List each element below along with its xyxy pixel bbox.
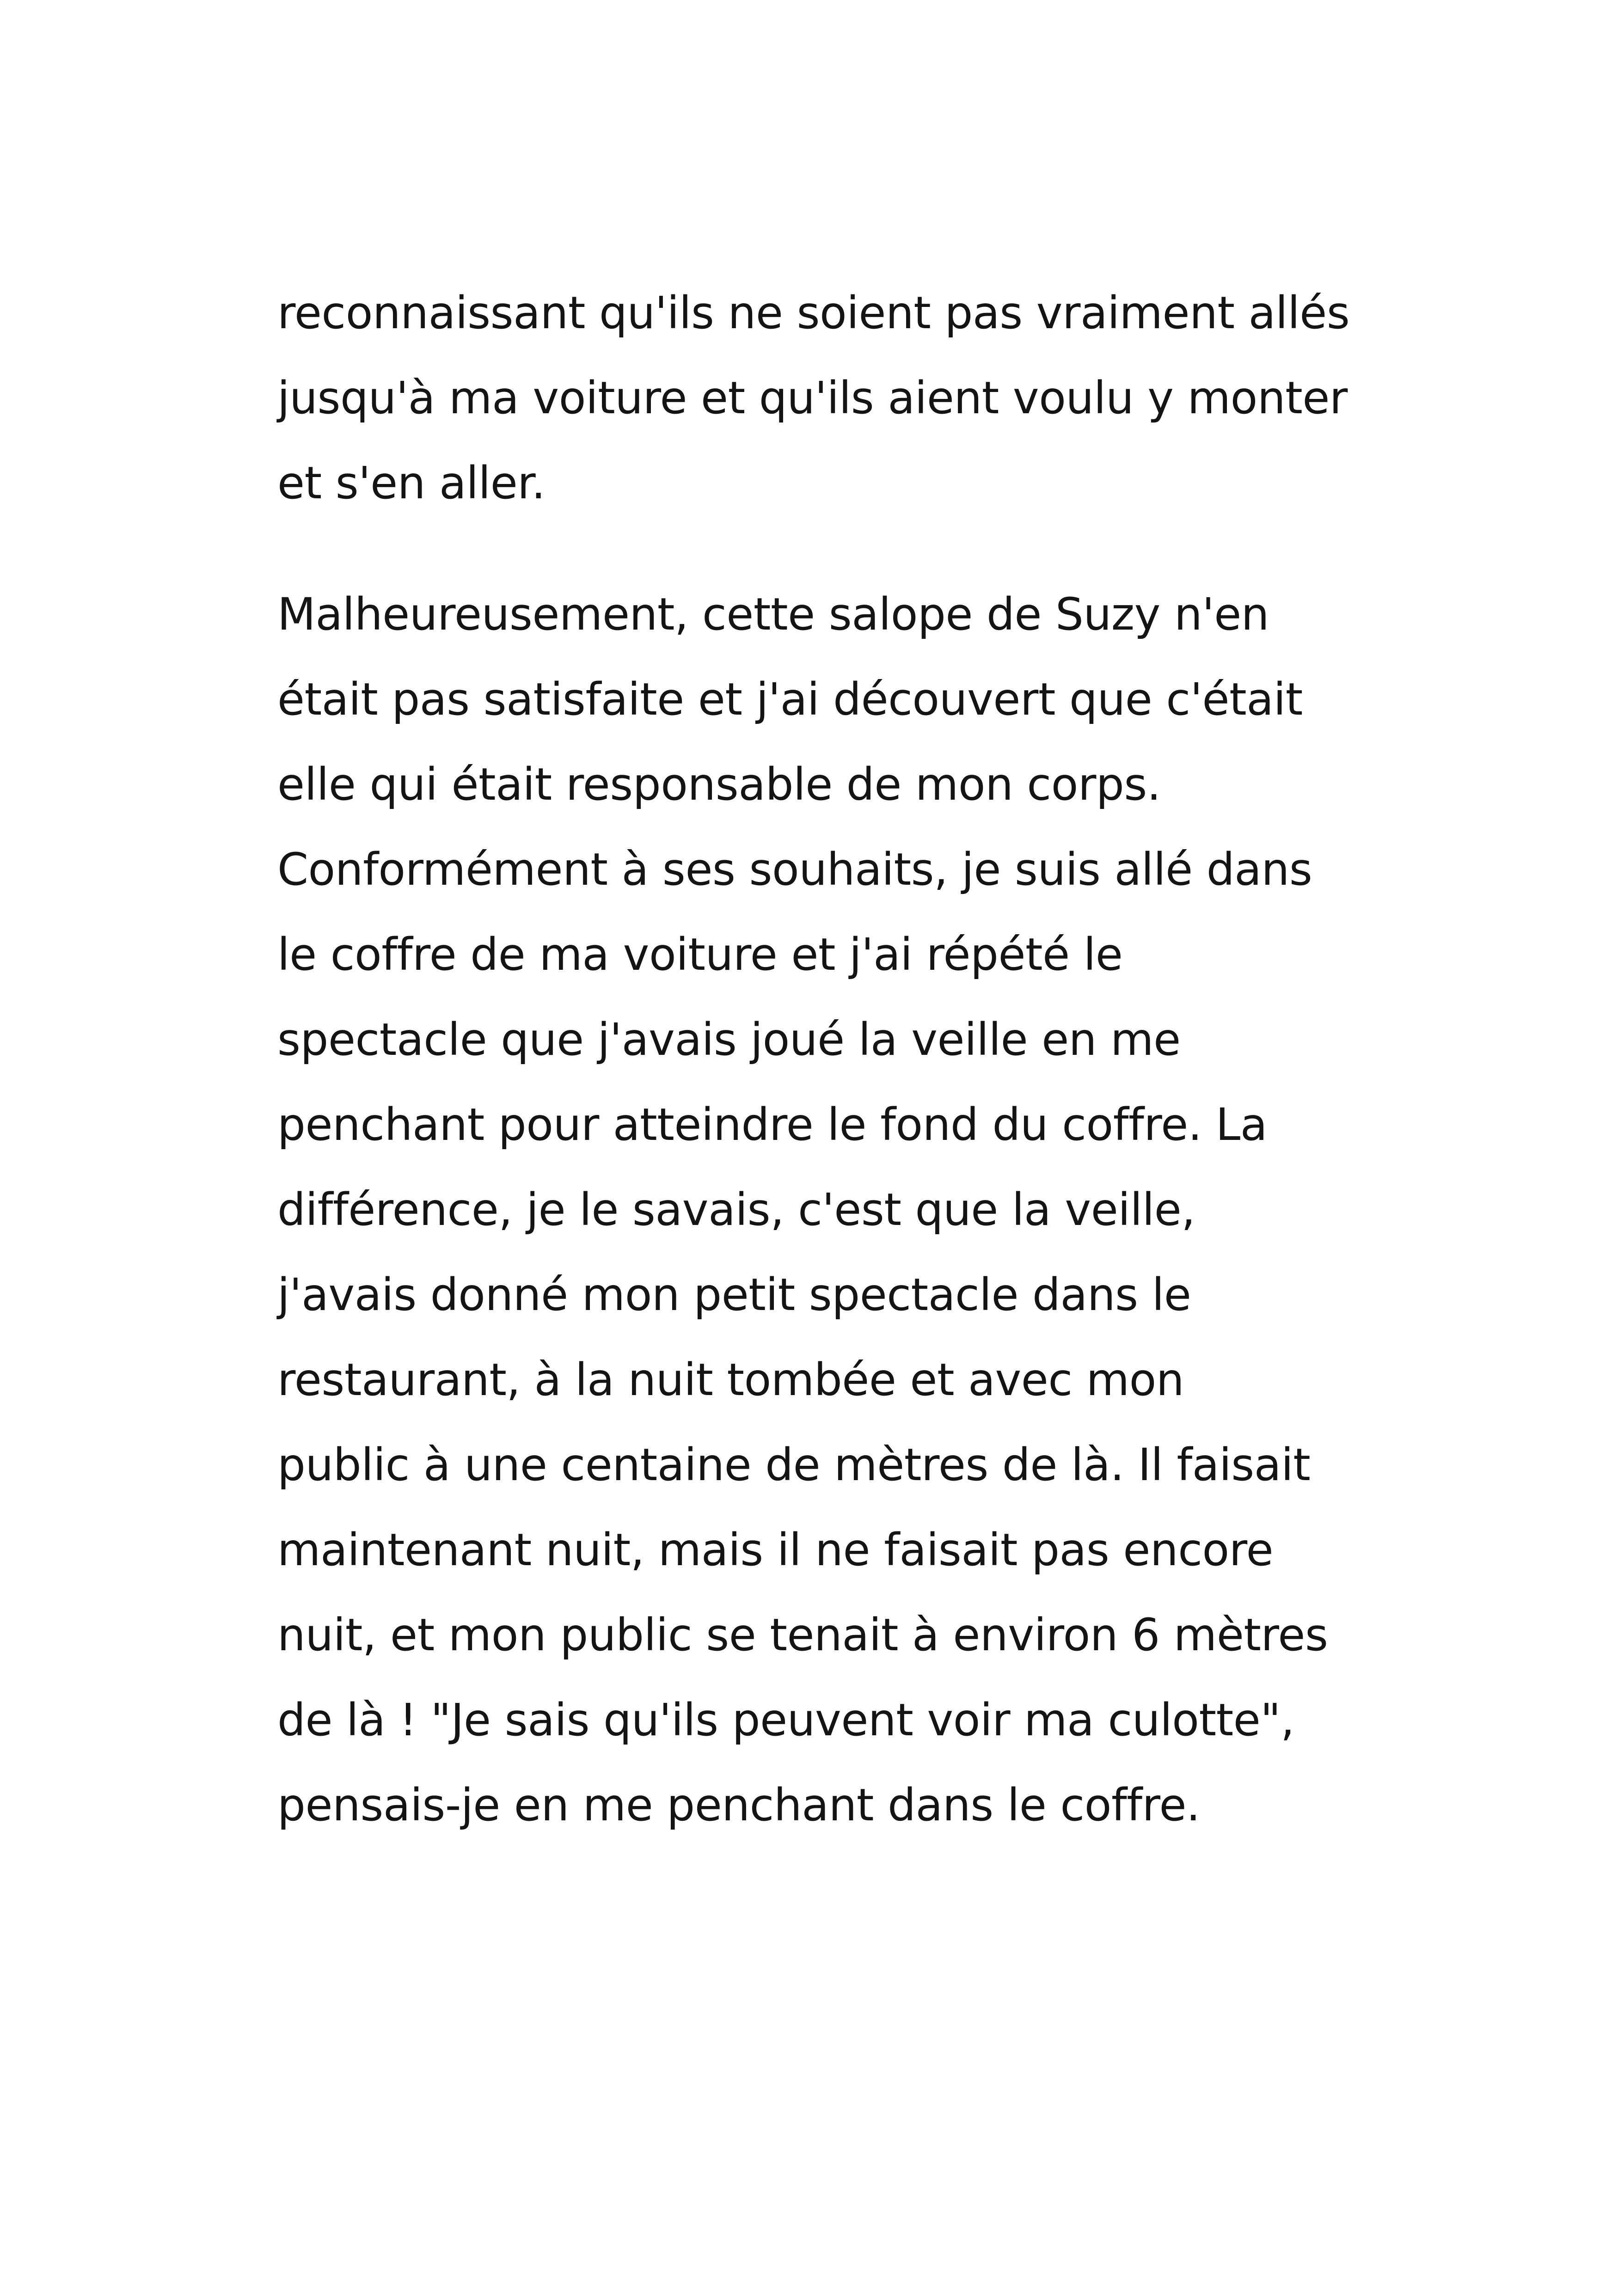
text-line: reconnaissant qu'ils ne soient pas vraiment allés xyxy=(277,287,1350,339)
text-line: pensais-je en me penchant dans le coffre. xyxy=(277,1779,1201,1831)
text-line: était pas satisfaite et j'ai découvert que c'était xyxy=(277,673,1303,725)
text-line: jusqu'à ma voiture et qu'ils aient voulu y monter xyxy=(277,372,1348,424)
paragraph-spacer xyxy=(277,526,1410,572)
text-line: Malheureusement, cette salope de Suzy n'en xyxy=(277,588,1269,640)
text-line: le coffre de ma voiture et j'ai répété le xyxy=(277,929,1123,980)
text-line: penchant pour atteindre le fond du coffre. La xyxy=(277,1099,1268,1151)
text-line: restaurant, à la nuit tombée et avec mon xyxy=(277,1354,1184,1406)
paragraph-2 xyxy=(277,572,1410,1848)
paragraph-1 xyxy=(277,270,1410,526)
text-line: elle qui était responsable de mon corps. xyxy=(277,759,1161,810)
body-text xyxy=(277,270,1410,1848)
text-line: nuit, et mon public se tenait à environ 6 mètres xyxy=(277,1609,1328,1661)
text-line: spectacle que j'avais joué la veille en me xyxy=(277,1014,1181,1065)
text-line: j'avais donné mon petit spectacle dans le xyxy=(277,1269,1191,1321)
text-line: et s'en aller. xyxy=(277,457,545,509)
text-line: Conformément à ses souhaits, je suis allé dans xyxy=(277,844,1312,895)
text-line: public à une centaine de mètres de là. Il faisait xyxy=(277,1439,1311,1491)
text-line: différence, je le savais, c'est que la veille, xyxy=(277,1184,1195,1236)
text-line: maintenant nuit, mais il ne faisait pas encore xyxy=(277,1524,1274,1576)
text-line: de là ! "Je sais qu'ils peuvent voir ma culotte", xyxy=(277,1694,1294,1746)
